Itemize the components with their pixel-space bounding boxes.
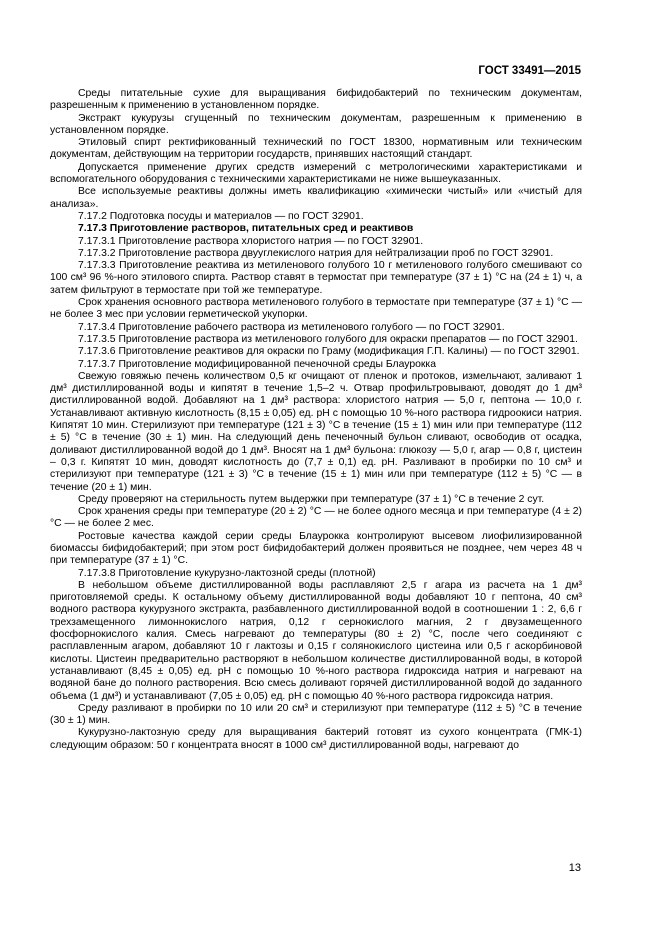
paragraph: Среду проверяют на стерильность путем выдержки при температуре (37 ± 1) °С в течение 2 сут. <box>78 493 545 505</box>
section-heading-bold: 7.17.3 Приготовление растворов, питательных сред и реактивов <box>78 223 414 235</box>
paragraph: Этиловый спирт ректификованный технический по ГОСТ 18300, нормативным или техническим документам, действующим на территории государств, принявших настоящий стандарт. <box>50 137 582 161</box>
document-header: ГОСТ 33491—2015 <box>478 65 581 77</box>
paragraph: 7.17.3.6 Приготовление реактивов для окраски по Граму (модификация Г.П. Калины) — по ГОСТ 32901. <box>78 346 580 358</box>
paragraph: 7.17.3.4 Приготовление рабочего раствора из метиленового голубого — по ГОСТ 32901. <box>78 321 505 333</box>
paragraph: Все используемые реактивы должны иметь квалификацию «химически чистый» или «чистый для анализа». <box>50 186 582 210</box>
paragraph: Ростовые качества каждой серии среды Блаурокка контролируют высевом лиофилизированной биомассы бифидобактерий; при этом рост бифидобактерий должен проявиться не позднее, чем через 48 ч при температуре (37 ± 1) °С. <box>50 530 582 567</box>
subsection-heading: 7.17.3.8 Приготовление кукурузно-лактозной среды (плотной) <box>78 567 376 579</box>
section-heading: 7.17.2 Подготовка посуды и материалов — по ГОСТ 32901. <box>78 210 364 222</box>
paragraph: Допускается применение других средств измерений с метрологическими характеристиками и вспомогательного оборудования с техническими характеристиками не ниже вышеуказанных. <box>50 161 582 186</box>
page-number: 13 <box>568 862 581 874</box>
paragraph: Среды питательные сухие для выращивания бифидобактерий по техническим документам, разрешенным к применению в установленном порядке. <box>50 88 582 112</box>
paragraph: В небольшом объеме дистиллированной воды расплавляют 2,5 г агара из расчета на 1 дм³ приготовляемой среды. К остальному объему дистиллированной воды добавляют 10 г пептона, 40 см³ водного раствора кукурузного экстракта, разбавленного дистиллированной водой в соотношении 1 : 2, 6,6 г трехзамещенного лимоннокислого натрия, 0,12 г сернокислого магния, 2 г двузамещенного фосфорнокислого калия. Смесь нагревают до температуры (80 ± 2) °С, после чего соединяют с расплавленным агаром, добавляют 10 г лактозы и 0,15 г солянокислого цистеина или 0,5 г аскорбиновой кислоты. Цистеин предварительно растворяют в небольшом количестве дистиллированной воды, в которой устанавливают (8,45 ± 0,05) ед. рН с помощью 10 %-ного раствора гидроксида натрия и нагревают на водяной бане до полного растворения. Всю смесь доливают горячей дистиллированной водой до заданного объема (1 дм³) и устанавливают (7,05 ± 0,05) ед. рН с помощью 40 %-ного раствора гидроксида натрия. <box>50 579 582 702</box>
paragraph: Свежую говяжью печень количеством 0,5 кг очищают от пленок и протоков, измельчают, заливают 1 дм³ дистиллированной воды и кипятят в течение 1,5–2 ч. Отвар профильтровывают, доводят до 1 дм³ дистиллированной водой. Добавляют на 1 дм³ раствора: хлористого натрия — 5,0 г, пептона — 10,0 г. Устанавливают активную кислотность (8,15 ± 0,05) ед. рН с помощью 10 %-ного раствора гидроокиси натрия. Кипятят 10 мин. Стерилизуют при температуре (121 ± 3) °С в течение (15 ± 1) мин или при температуре (112 ± 5) °С в течение (30 ± 1) мин. На следующий день печеночный бульон сливают, освободив от осадка, доливают дистиллированной водой до 1 дм³. Вносят на 1 дм³ бульона: глюкозу — 5,0 г, агар — 0,8 г, цистеин – 0,3 г. Кипятят 10 мин, доводят кислотность до (7,7 ± 0,1) ед. рН. Разливают в пробирки по 10 см³ и стерилизуют при температуре (121 ± 3) °С в течение (15 ± 1) мин или при температуре (112 ± 5) °С — в течение (20 ± 1) мин. <box>50 370 582 493</box>
paragraph: Срок хранения основного раствора метиленового голубого в термостате при температуре (37 ± 1) °С — не более 3 мес при условии герметической укупорки. <box>50 297 582 321</box>
subsection-heading: 7.17.3.7 Приготовление модифицированной печеночной среды Блаурокка <box>78 358 436 370</box>
paragraph: Кукурузно-лактозную среду для выращивания бактерий готовят из сухого концентрата (ГМК-1) следующим образом: 50 г концентрата вносят в 1000 см³ дистиллированной воды, нагревают до <box>50 727 582 751</box>
paragraph: 7.17.3.3 Приготовление реактива из метиленового голубого 10 г метиленового голубого смешивают со 100 см³ 96 %-ного этилового спирта. Раствор ставят в термостат при температуре (37 ± 1) °С на (24 ± 1) ч, а затем фильтруют в термостате при той же температуре. <box>50 260 582 296</box>
paragraph: Среду разливают в пробирки по 10 или 20 см³ и стерилизуют при температуре (112 ± 5) °С в течение (30 ± 1) мин. <box>50 702 582 727</box>
paragraph: Срок хранения среды при температуре (20 ± 2) °С — не более одного месяца и при температуре (4 ± 2) °С — не более 2 мес. <box>50 506 582 530</box>
document-body <box>50 88 582 752</box>
paragraph: 7.17.3.5 Приготовление раствора из метиленового голубого для окраски препаратов — по ГОСТ 32901. <box>78 333 578 345</box>
paragraph: 7.17.3.1 Приготовление раствора хлористого натрия — по ГОСТ 32901. <box>78 235 424 247</box>
paragraph: Экстракт кукурузы сгущенный по техническим документам, разрешенным к применению в установленном порядке. <box>50 112 582 136</box>
paragraph: 7.17.3.2 Приготовление раствора двууглекислого натрия для нейтрализации проб по ГОСТ 32901. <box>78 247 554 259</box>
